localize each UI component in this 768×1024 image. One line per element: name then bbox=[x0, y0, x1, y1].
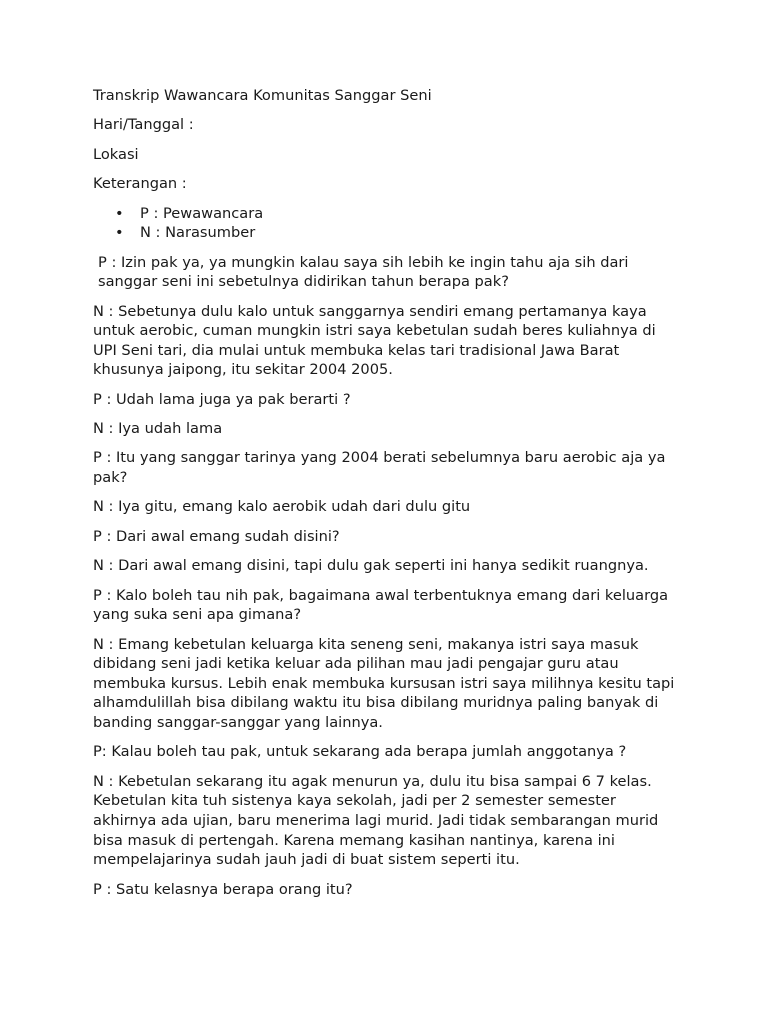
dialogue-line: P : Kalo boleh tau nih pak, bagaimana awal terbentuknya emang dari keluarga yang suka seni apa gimana? bbox=[93, 586, 669, 624]
legend-item-interviewer: • P : Pewawancara bbox=[93, 204, 683, 224]
dialogue-line: N : Sebetunya dulu kalo untuk sanggarnya sendiri emang pertamanya kaya untuk aerobic, cuman mungkin istri saya kebetulan sudah beres kuliahnya di UPI Seni tari, dia mulai untuk membuka kelas tari tradisional Jawa Barat khusunya jaipong, itu sekitar 2004 2005. bbox=[93, 302, 656, 379]
dialogue-line: P : Dari awal emang sudah disini? bbox=[93, 527, 340, 545]
document-page bbox=[93, 86, 683, 909]
dialogue-line: N : Dari awal emang disini, tapi dulu gak seperti ini hanya sedikit ruangnya. bbox=[93, 557, 649, 575]
notes-label: Keterangan : bbox=[93, 175, 187, 193]
dialogue-line: N : Emang kebetulan keluarga kita seneng seni, makanya istri saya masuk dibidang seni jadi ketika keluar ada pilihan mau jadi pengajar guru atau membuka kursus. Lebih enak membuka kursusan istri saya milihnya kesitu tapi alhamdulillah bisa dibilang waktu itu bisa dibilang muridnya paling banyak di banding sanggar-sanggar yang lainnya. bbox=[93, 635, 675, 731]
legend-list bbox=[93, 204, 683, 243]
dialogue-line: N : Iya udah lama bbox=[93, 420, 223, 438]
dialogue-line: P: Kalau boleh tau pak, untuk sekarang ada berapa jumlah anggotanya ? bbox=[93, 743, 627, 761]
location-label: Lokasi bbox=[93, 145, 139, 163]
dialogue-line: P : Satu kelasnya berapa orang itu? bbox=[93, 880, 353, 898]
legend-item-source: • N : Narasumber bbox=[93, 223, 683, 243]
dialogue-line: P : Udah lama juga ya pak berarti ? bbox=[93, 390, 351, 408]
dialogue-line: P : Itu yang sanggar tarinya yang 2004 berati sebelumnya baru aerobic aja ya pak? bbox=[93, 449, 666, 487]
dialogue-line: P : Izin pak ya, ya mungkin kalau saya sih lebih ke ingin tahu aja sih dari sanggar seni ini sebetulnya didirikan tahun berapa pak? bbox=[98, 253, 629, 291]
date-label: Hari/Tanggal : bbox=[93, 116, 194, 134]
dialogue-line: N : Iya gitu, emang kalo aerobik udah dari dulu gitu bbox=[93, 498, 471, 516]
document-title: Transkrip Wawancara Komunitas Sanggar Seni bbox=[93, 87, 432, 104]
dialogue-line: N : Kebetulan sekarang itu agak menurun ya, dulu itu bisa sampai 6 7 kelas. Kebetulan kita tuh sistenya kaya sekolah, jadi per 2 semester semester akhirnya ada ujian, baru menerima lagi murid. Jadi tidak sembarangan murid bisa masuk di pertengah. Karena memang kasihan nantinya, karena ini mempelajarinya sudah jauh jadi di buat sistem seperti itu. bbox=[93, 772, 659, 869]
